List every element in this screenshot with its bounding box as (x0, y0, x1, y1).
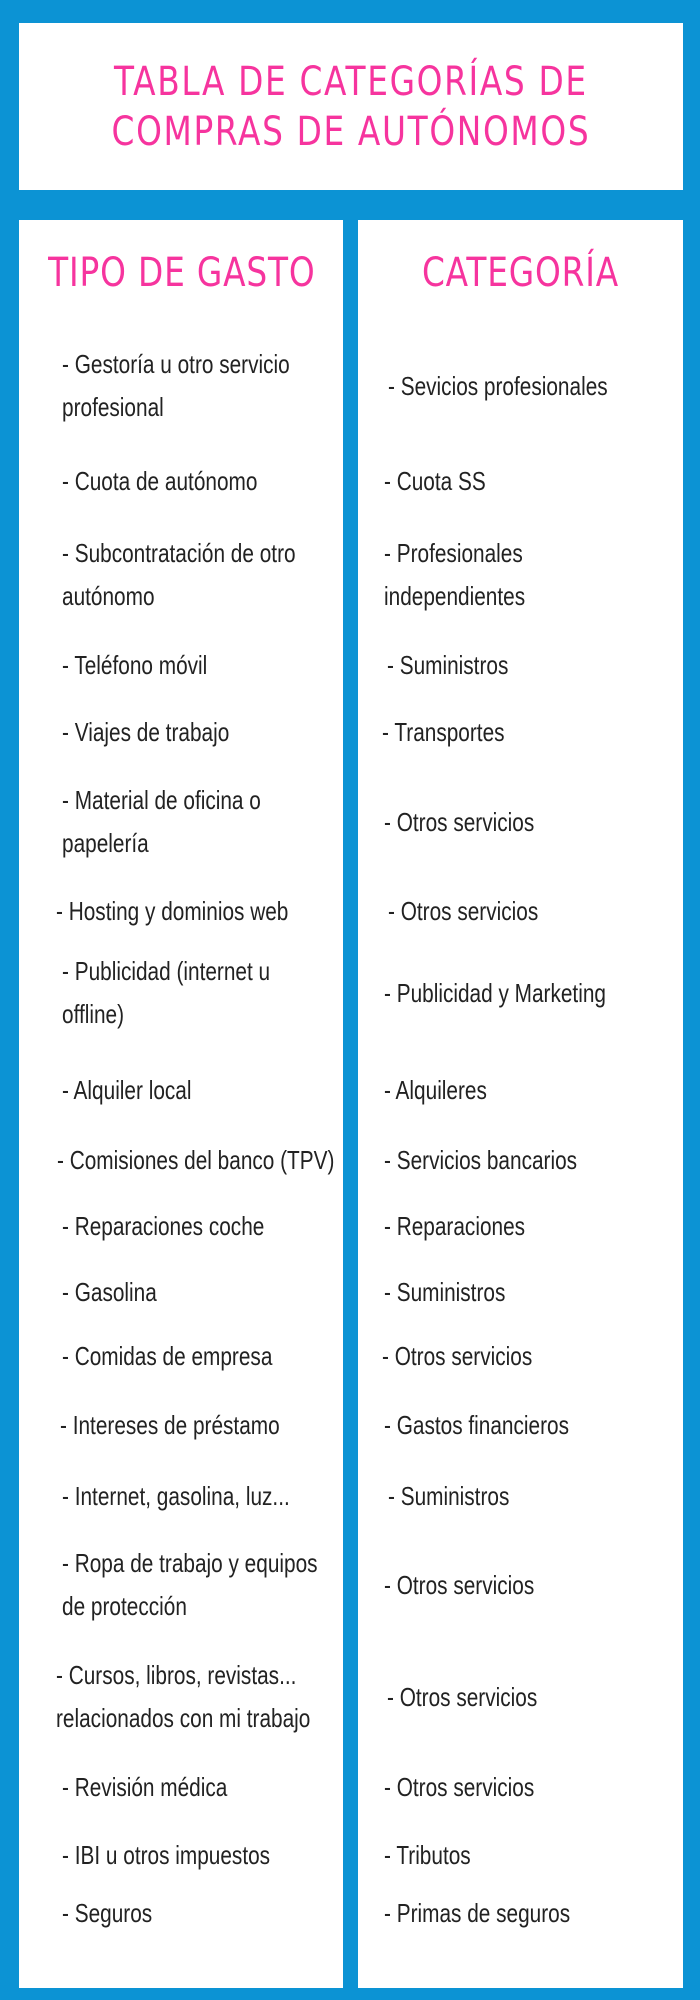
category-cell: - Suministros (384, 1276, 506, 1307)
expense-type-cell: - Cursos, libros, revistas... (56, 1660, 297, 1690)
title-line-2: COMPRAS DE AUTÓNOMOS (111, 108, 591, 155)
expense-type-cell: - Viajes de trabajo (62, 716, 230, 747)
expense-type-cell: de protección (62, 1591, 187, 1621)
expense-type-cell: - Seguros (62, 1897, 153, 1928)
category-cell: - Otros servicios (388, 895, 539, 926)
expense-type-cell: - Gestoría u otro servicio (62, 349, 290, 379)
expense-type-cell: - Comisiones del banco (TPV) (57, 1144, 335, 1175)
expense-type-cell: relacionados con mi trabajo (56, 1703, 311, 1733)
category-cell: - Profesionales (384, 538, 523, 568)
expense-type-cell: - Ropa de trabajo y equipos (62, 1548, 318, 1578)
category-column (358, 220, 683, 1988)
category-cell: - Transportes (382, 716, 505, 747)
category-cell: - Sevicios profesionales (388, 370, 608, 401)
expense-type-cell: - Hosting y dominios web (56, 895, 289, 926)
expense-type-cell: - Internet, gasolina, luz... (62, 1480, 290, 1511)
category-cell: - Publicidad y Marketing (384, 977, 606, 1008)
category-cell: - Otros servicios (382, 1340, 533, 1371)
category-cell: - Gastos financieros (384, 1409, 569, 1440)
category-cell: - Otros servicios (384, 1771, 535, 1802)
category-cell: - Reparaciones (384, 1210, 526, 1241)
expense-type-cell: - IBI u otros impuestos (62, 1839, 271, 1870)
expense-type-cell: - Intereses de préstamo (60, 1409, 280, 1440)
expense-type-cell: - Teléfono móvil (62, 649, 208, 680)
expense-type-cell: offline) (62, 999, 125, 1029)
expense-type-cell: - Publicidad (internet u (62, 956, 271, 986)
expense-type-cell: - Comidas de empresa (62, 1340, 273, 1371)
category-cell: - Alquileres (384, 1074, 487, 1105)
category-header: CATEGORÍA (421, 250, 620, 296)
category-cell: - Otros servicios (387, 1681, 538, 1712)
category-cell: - Otros servicios (384, 1569, 535, 1600)
category-cell: - Primas de seguros (384, 1897, 571, 1928)
category-cell: - Suministros (387, 649, 509, 680)
expense-type-cell: - Gasolina (62, 1276, 157, 1307)
category-cell: - Cuota SS (384, 465, 486, 496)
expense-type-header: TIPO DE GASTO (48, 250, 316, 296)
category-cell: independientes (384, 581, 526, 611)
expense-type-cell: - Reparaciones coche (62, 1210, 265, 1241)
expense-type-cell: - Alquiler local (62, 1074, 192, 1105)
expense-type-cell: - Subcontratación de otro (62, 538, 296, 568)
category-cell: - Tributos (384, 1839, 471, 1870)
expense-type-cell: - Cuota de autónomo (62, 465, 258, 496)
expense-type-cell: - Material de oficina o (62, 785, 261, 815)
expense-type-cell: profesional (62, 392, 164, 422)
title-line-1: TABLA DE CATEGORÍAS DE (114, 58, 588, 105)
expense-type-cell: autónomo (62, 581, 155, 611)
title-box (19, 23, 683, 190)
category-cell: - Servicios bancarios (384, 1144, 578, 1175)
category-cell: - Otros servicios (384, 806, 535, 837)
expense-type-cell: papelería (62, 828, 149, 858)
expense-type-cell: - Revisión médica (62, 1771, 228, 1802)
expense-type-column (19, 220, 343, 1988)
category-cell: - Suministros (388, 1480, 510, 1511)
